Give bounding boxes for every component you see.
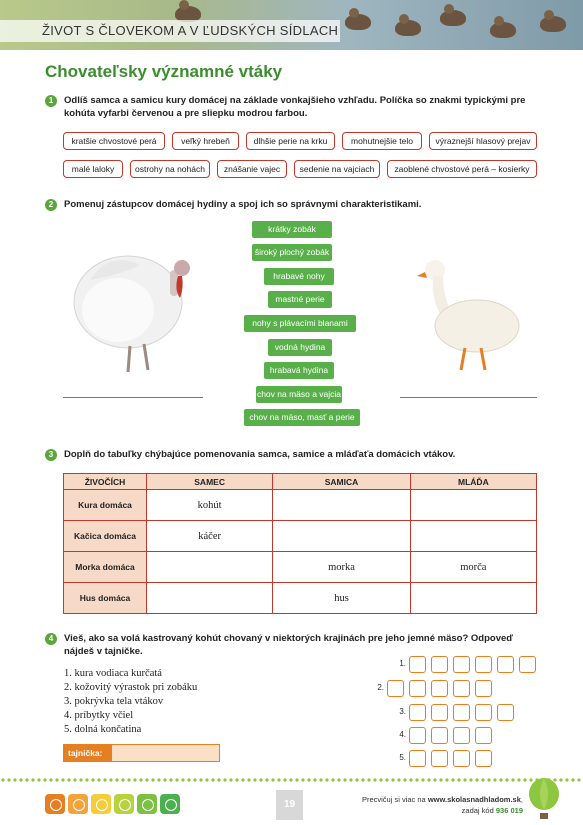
turkey-image bbox=[70, 240, 200, 380]
smiley-face-icon bbox=[137, 794, 157, 814]
goose-name-line[interactable] bbox=[400, 397, 537, 398]
task4-instructions: Vieš, ako sa volá kastrovaný kohút chovaný v niektorých krajinách pre jeho jemné mäso? Odpoveď nájdeš v tajničke. bbox=[64, 633, 514, 657]
characteristic-box[interactable]: široký plochý zobák bbox=[252, 244, 332, 261]
table-row bbox=[64, 521, 537, 552]
trait-tag[interactable]: malé laloky bbox=[63, 160, 123, 178]
table-header: SAMICA bbox=[273, 474, 411, 490]
animal-cell: Hus domáca bbox=[64, 583, 147, 614]
footer-promo bbox=[362, 794, 523, 816]
task-number: 1 bbox=[45, 95, 57, 107]
male-cell[interactable]: kohút bbox=[147, 490, 273, 521]
crossword-cell[interactable] bbox=[409, 680, 426, 697]
footer-dotted-border bbox=[0, 776, 583, 784]
crossword-cell[interactable] bbox=[387, 680, 404, 697]
crossword-cell[interactable] bbox=[453, 727, 470, 744]
smiley-face-icon bbox=[68, 794, 88, 814]
animal-cell: Kura domáca bbox=[64, 490, 147, 521]
crossword-cell[interactable] bbox=[475, 750, 492, 767]
young-cell[interactable] bbox=[410, 583, 536, 614]
task2-instructions: Pomenuj zástupcov domácej hydiny a spoj ich so správnymi charakteristikami. bbox=[64, 199, 422, 210]
smiley-face-icon bbox=[91, 794, 111, 814]
trait-tag[interactable]: sedenie na vajciach bbox=[294, 160, 380, 178]
crossword-cell[interactable] bbox=[409, 656, 426, 673]
crossword-row-number: 2. bbox=[377, 683, 384, 692]
trait-tag[interactable]: zaoblené chvostové perá – kosierky bbox=[387, 160, 537, 178]
male-cell[interactable] bbox=[147, 552, 273, 583]
task-number: 4 bbox=[45, 633, 57, 645]
female-cell[interactable]: morka bbox=[273, 552, 411, 583]
crossword-cell[interactable] bbox=[431, 656, 448, 673]
goose-image bbox=[415, 242, 525, 377]
crossword-cell[interactable] bbox=[475, 727, 492, 744]
female-cell[interactable]: hus bbox=[273, 583, 411, 614]
smiley-face-icon bbox=[45, 794, 65, 814]
page-number: 19 bbox=[283, 799, 296, 810]
sparrow-image bbox=[490, 22, 516, 38]
crossword-clue: 5. dolná končatina bbox=[64, 724, 142, 735]
crossword-cell[interactable] bbox=[431, 680, 448, 697]
crossword-cell[interactable] bbox=[431, 727, 448, 744]
table-header: ŽIVOČÍCH bbox=[64, 474, 147, 490]
trait-tag[interactable]: dlhšie perie na krku bbox=[246, 132, 335, 150]
young-cell[interactable] bbox=[410, 521, 536, 552]
crossword-cell[interactable] bbox=[409, 704, 426, 721]
sparrow-image bbox=[540, 16, 566, 32]
characteristic-box[interactable]: chov na mäso a vajcia bbox=[256, 386, 342, 403]
secret-word-field[interactable] bbox=[63, 744, 220, 762]
page-title: Chovateľsky významné vtáky bbox=[45, 62, 283, 81]
crossword-row-number: 5. bbox=[399, 753, 406, 762]
crossword-clue: 2. kožovitý výrastok pri zobáku bbox=[64, 682, 198, 693]
trait-tag[interactable]: ostrohy na nohách bbox=[130, 160, 210, 178]
crossword-cell[interactable] bbox=[431, 750, 448, 767]
trait-tag[interactable]: mohutnejšie telo bbox=[342, 132, 422, 150]
table-row bbox=[64, 552, 537, 583]
crossword-cell[interactable] bbox=[475, 680, 492, 697]
sparrow-image bbox=[345, 14, 371, 30]
crossword-cell[interactable] bbox=[409, 727, 426, 744]
sparrow-image bbox=[395, 20, 421, 36]
male-cell[interactable]: káčer bbox=[147, 521, 273, 552]
characteristic-box[interactable]: hrabavé nohy bbox=[264, 268, 334, 285]
footer-text: Precvičuj si viac na bbox=[361, 795, 428, 804]
crossword-cell[interactable] bbox=[453, 750, 470, 767]
footer-text: zadaj kód bbox=[461, 806, 496, 815]
crossword-cell[interactable] bbox=[453, 704, 470, 721]
balloon-logo-icon bbox=[526, 778, 562, 820]
crossword-row-number: 4. bbox=[399, 730, 406, 739]
crossword-cell[interactable] bbox=[475, 656, 492, 673]
crossword-cell[interactable] bbox=[497, 704, 514, 721]
characteristic-box[interactable]: vodná hydina bbox=[268, 339, 332, 356]
crossword-cell[interactable] bbox=[431, 704, 448, 721]
website-link[interactable]: www.skolasnadhladom.sk bbox=[427, 795, 521, 804]
table-row bbox=[64, 490, 537, 521]
trait-tag[interactable]: znášanie vajec bbox=[217, 160, 287, 178]
smiley-face-icon bbox=[114, 794, 134, 814]
crossword-clue: 3. pokrývka tela vtákov bbox=[64, 696, 164, 707]
table-row bbox=[64, 583, 537, 614]
characteristic-box[interactable]: krátky zobák bbox=[252, 221, 332, 238]
secret-word-label: tajnička: bbox=[64, 745, 112, 761]
characteristic-box[interactable]: nohy s plávacími blanami bbox=[244, 315, 356, 332]
table-header: SAMEC bbox=[147, 474, 273, 490]
access-code: 936 019 bbox=[495, 806, 523, 815]
table-header: MLÁĎA bbox=[410, 474, 536, 490]
crossword-clue: 4. príbytky včiel bbox=[64, 710, 134, 721]
trait-tag[interactable]: veľký hrebeň bbox=[172, 132, 239, 150]
characteristic-box[interactable]: chov na mäso, masť a perie bbox=[244, 409, 360, 426]
characteristic-box[interactable]: mastné perie bbox=[268, 291, 332, 308]
task1-instructions: Odlíš samca a samicu kury domácej na základe vonkajšieho vzhľadu. Políčka so znakmi typickými pre kohúta vyfarbi červenou a pre sliepku modrou farbou. bbox=[64, 95, 526, 119]
female-cell[interactable] bbox=[273, 490, 411, 521]
birds-table bbox=[63, 473, 537, 614]
young-cell[interactable] bbox=[410, 490, 536, 521]
sparrow-image bbox=[440, 10, 466, 26]
characteristic-box[interactable]: hrabavá hydina bbox=[264, 362, 334, 379]
task-number: 3 bbox=[45, 449, 57, 461]
young-cell[interactable]: morča bbox=[410, 552, 536, 583]
crossword-cell[interactable] bbox=[519, 656, 536, 673]
trait-tag[interactable]: kratšie chvostové perá bbox=[63, 132, 165, 150]
crossword-cell[interactable] bbox=[475, 704, 492, 721]
crossword-cell[interactable] bbox=[453, 680, 470, 697]
animal-cell: Morka domáca bbox=[64, 552, 147, 583]
footer-text: , bbox=[520, 795, 523, 804]
task-number: 2 bbox=[45, 199, 57, 211]
trait-tag[interactable]: výraznejší hlasový prejav bbox=[429, 132, 537, 150]
header-banner bbox=[0, 0, 583, 50]
smiley-face-icon bbox=[160, 794, 180, 814]
male-cell[interactable] bbox=[147, 583, 273, 614]
crossword-cell[interactable] bbox=[409, 750, 426, 767]
crossword-clue: 1. kura vodiaca kurčatá bbox=[64, 668, 162, 679]
female-cell[interactable] bbox=[273, 521, 411, 552]
turkey-name-line[interactable] bbox=[63, 397, 203, 398]
animal-cell: Kačica domáca bbox=[64, 521, 147, 552]
crossword-row-number: 1. bbox=[399, 659, 406, 668]
crossword-cell[interactable] bbox=[453, 656, 470, 673]
chapter-title: ŽIVOT S ČLOVEKOM A V ĽUDSKÝCH SÍDLACH bbox=[42, 23, 339, 38]
crossword-row-number: 3. bbox=[399, 707, 406, 716]
task3-instructions: Doplň do tabuľky chýbajúce pomenovania samca, samice a mláďaťa domácich vtákov. bbox=[64, 449, 456, 460]
crossword-cell[interactable] bbox=[497, 656, 514, 673]
